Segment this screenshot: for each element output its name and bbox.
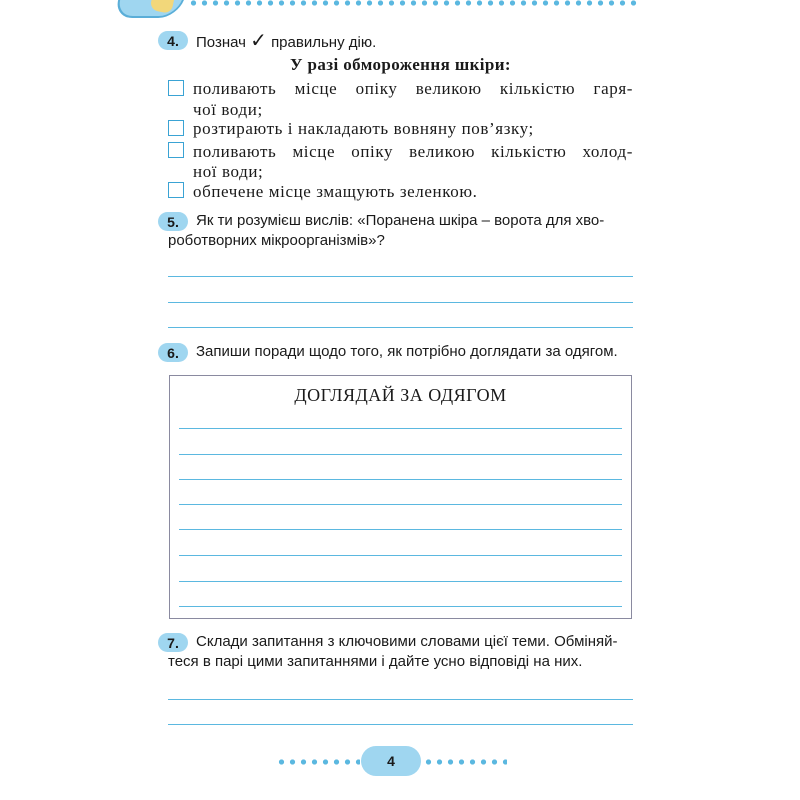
- answer-line[interactable]: [168, 276, 633, 277]
- answer-line[interactable]: [168, 724, 633, 725]
- box-title: ДОГЛЯДАЙ ЗА ОДЯГОМ: [294, 385, 507, 405]
- task-4-heading: У разі обмороження шкіри:: [290, 55, 511, 74]
- answer-line[interactable]: [168, 699, 633, 700]
- task-4-prompt: [196, 29, 376, 54]
- bottom-dots-right: [423, 758, 507, 766]
- box-answer-line[interactable]: [179, 555, 622, 556]
- answer-line[interactable]: [168, 327, 633, 328]
- task-5-line-1: Як ти розумієш вислів: «Поранена шкіра – ворота для хво-: [196, 212, 605, 229]
- task-4-number: 4.: [158, 31, 188, 50]
- task-6-number: 6.: [158, 343, 188, 362]
- task-5-line-2: роботворних мікроорганізмів»?: [168, 232, 385, 249]
- clothing-care-box: [169, 375, 632, 619]
- task-5-number: 5.: [158, 212, 188, 231]
- option-4-checkbox[interactable]: [168, 182, 184, 198]
- box-answer-line[interactable]: [179, 454, 622, 455]
- top-dotted-border: [188, 0, 638, 6]
- option-2-line-1: розтирають і накладають вовняну пов’язку;: [193, 119, 534, 138]
- bottom-dots-left: [276, 758, 360, 766]
- option-1-line-2: чої води;: [193, 100, 263, 119]
- option-3-checkbox[interactable]: [168, 142, 184, 158]
- option-3-line-2: ної води;: [193, 162, 264, 181]
- option-4-line-1: обпечене місце змащують зеленкою.: [193, 182, 478, 201]
- task-6-text: Запиши поради щодо того, як потрібно доглядати за одягом.: [196, 343, 618, 360]
- task-4-prompt-after: правильну дію.: [271, 34, 377, 51]
- box-answer-line[interactable]: [179, 428, 622, 429]
- option-2-checkbox[interactable]: [168, 120, 184, 136]
- box-answer-line[interactable]: [179, 504, 622, 505]
- option-3-line-1: поливають місце опіку великою кількістю холод-: [193, 142, 633, 161]
- box-answer-line[interactable]: [179, 479, 622, 480]
- option-1-checkbox[interactable]: [168, 80, 184, 96]
- option-1-line-1: поливають місце опіку великою кількістю гаря-: [193, 79, 633, 98]
- box-answer-line[interactable]: [179, 581, 622, 582]
- box-answer-line[interactable]: [179, 606, 622, 607]
- task-7-line-1: Склади запитання з ключовими словами цієї теми. Обміняй-: [196, 633, 618, 650]
- task-4-prompt-before: Познач: [196, 34, 246, 51]
- task-7-number: 7.: [158, 633, 188, 652]
- page-number: 4: [361, 746, 421, 776]
- task-7-line-2: теся в парі цими запитаннями і дайте усно відповіді на них.: [168, 653, 583, 670]
- answer-line[interactable]: [168, 302, 633, 303]
- box-answer-line[interactable]: [179, 529, 622, 530]
- check-icon: ✓: [250, 28, 267, 52]
